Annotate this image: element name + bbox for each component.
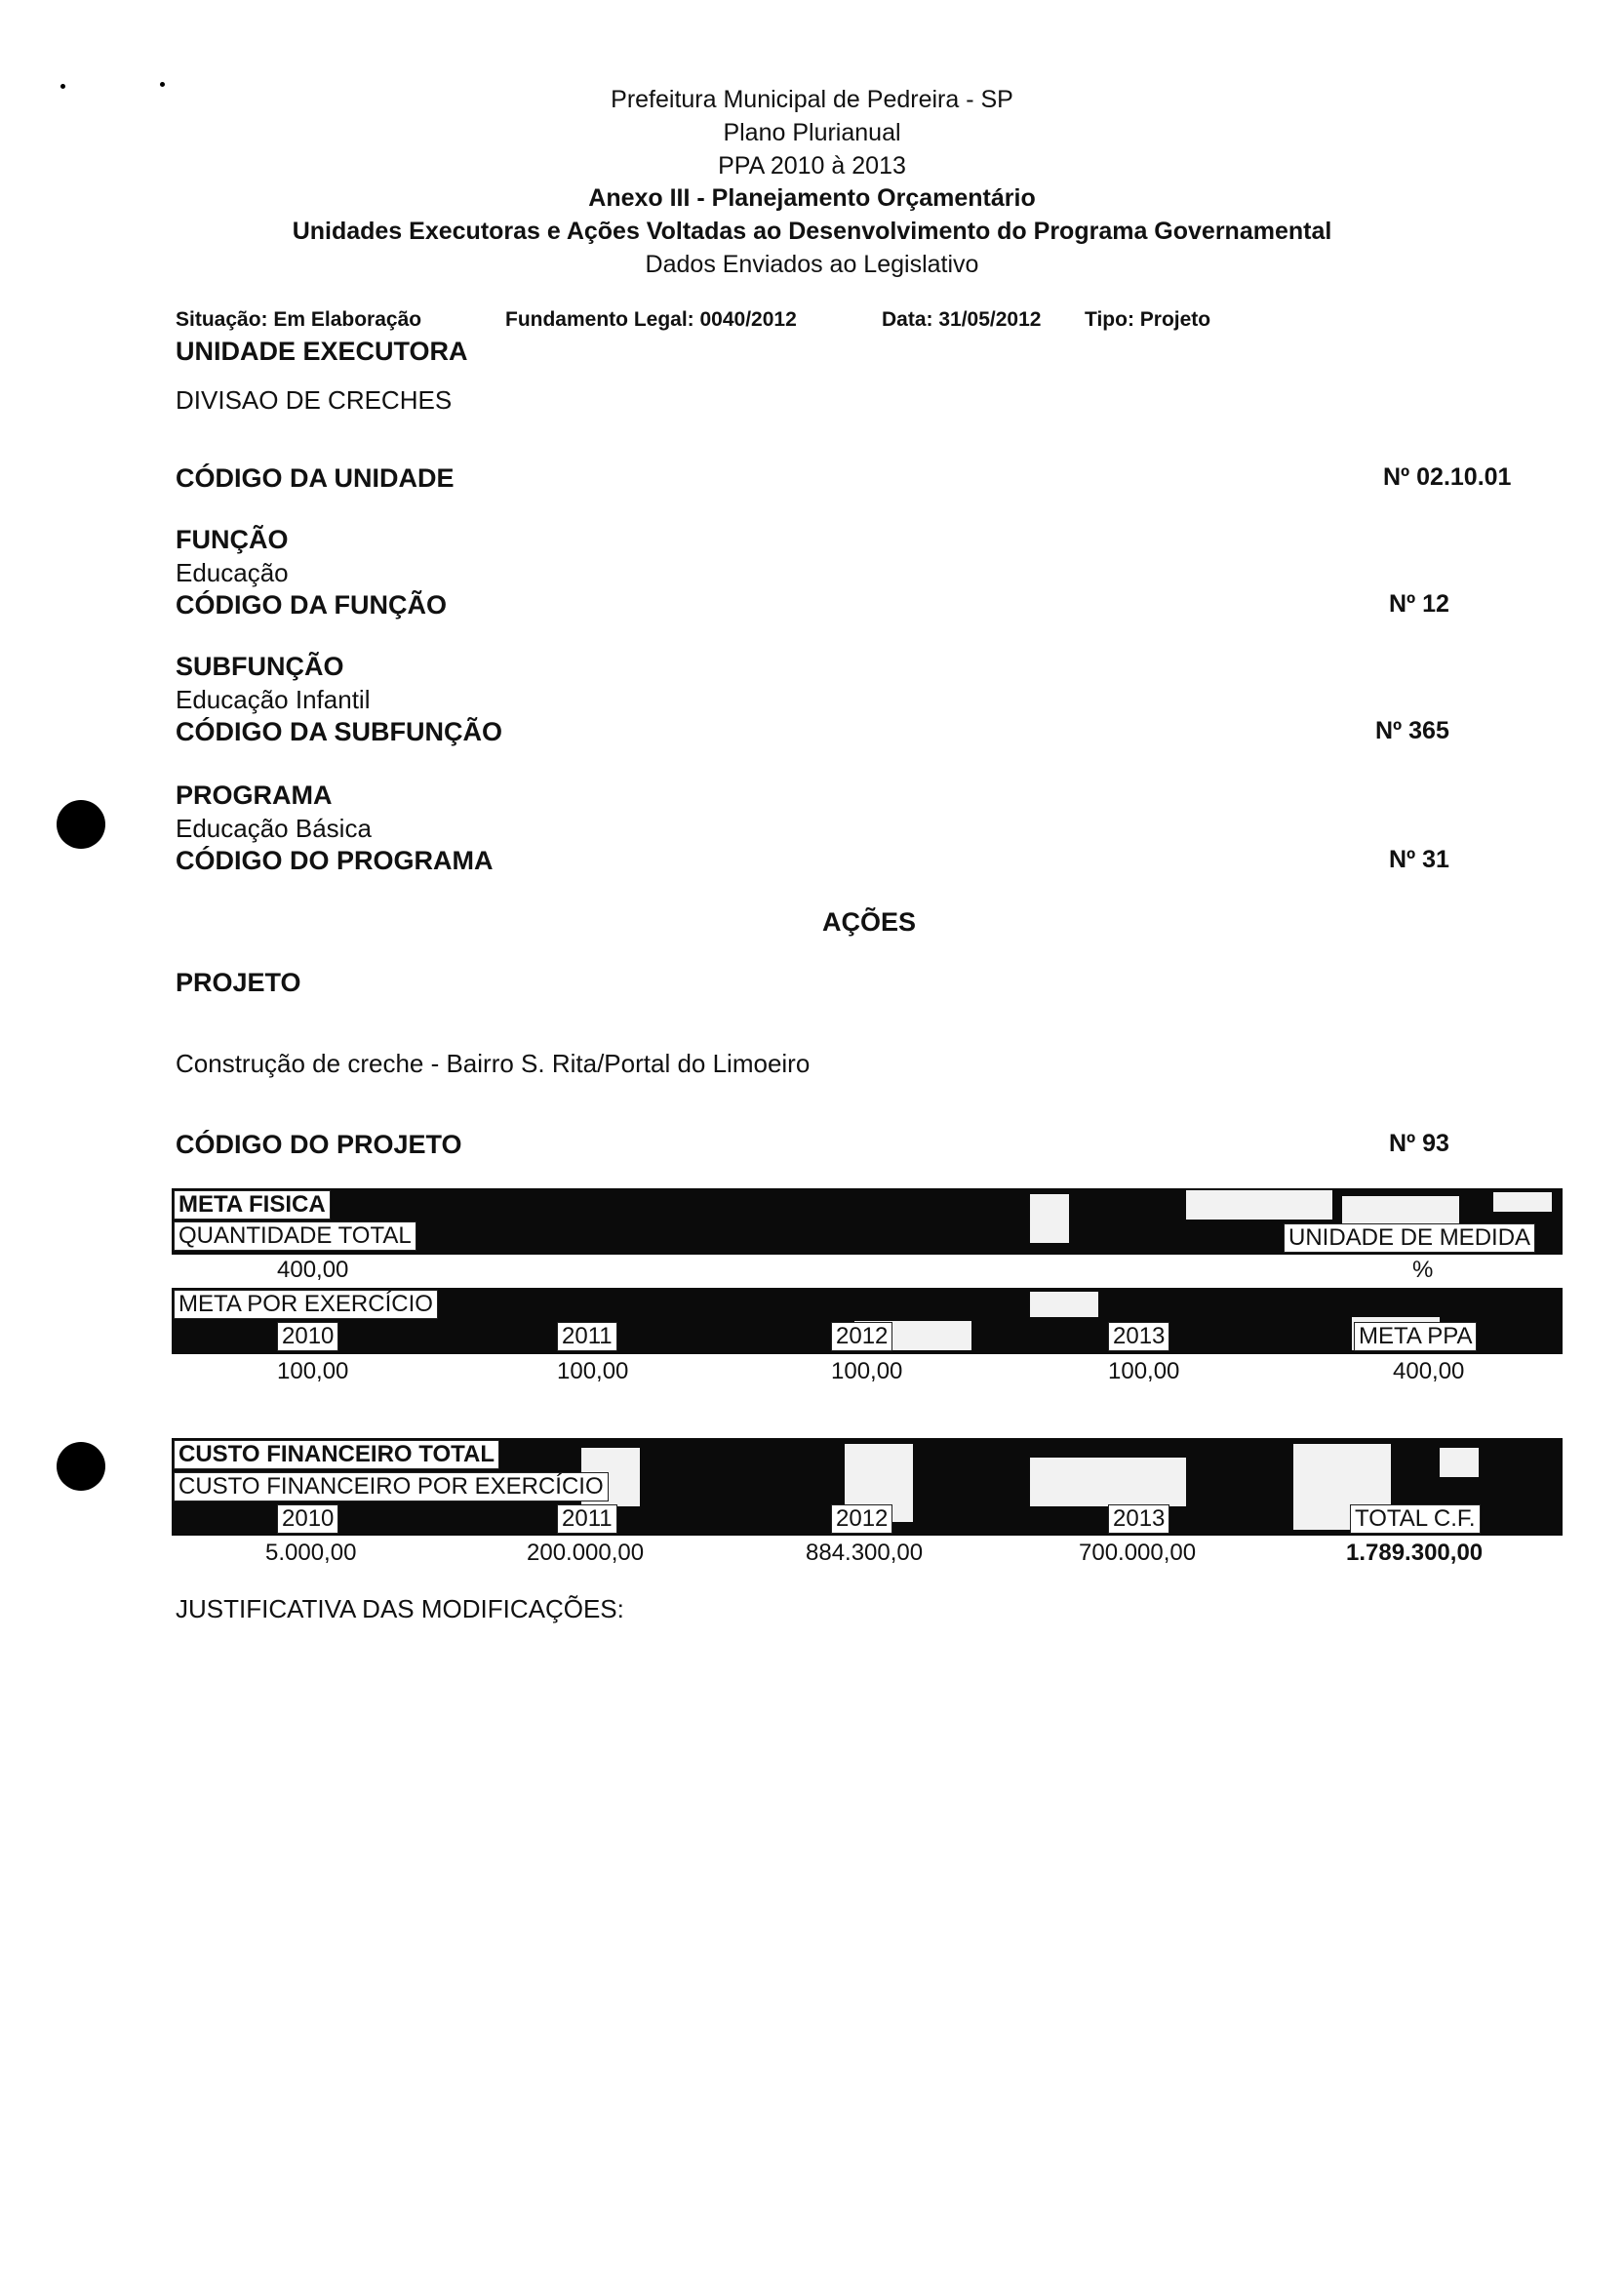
codigo-unidade-value: Nº 02.10.01 [1383, 463, 1512, 491]
subfuncao-label: SUBFUNÇÃO [176, 652, 344, 681]
codigo-projeto-value: Nº 93 [1389, 1130, 1449, 1157]
meta-tipo: Tipo: Projeto [1085, 308, 1211, 331]
header-note: Dados Enviados ao Legislativo [645, 251, 979, 278]
meta-fisica-title: META FISICA [174, 1190, 331, 1220]
custo-total-title: CUSTO FINANCEIRO TOTAL [174, 1440, 499, 1469]
programa-label: PROGRAMA [176, 780, 333, 810]
codigo-projeto-label: CÓDIGO DO PROJETO [176, 1130, 462, 1159]
custo-por-exercicio-label: CUSTO FINANCEIRO POR EXERCÍCIO [174, 1472, 609, 1501]
unidade-medida-label: UNIDADE DE MEDIDA [1284, 1223, 1535, 1253]
header-annex: Anexo III - Planejamento Orçamentário [588, 184, 1036, 212]
custo-year-2011: 2011 [557, 1504, 617, 1534]
custo-year-2010: 2010 [277, 1504, 338, 1534]
header-plan: Plano Plurianual [723, 119, 901, 146]
meta-year-2012: 2012 [831, 1322, 892, 1351]
meta-fundamento: Fundamento Legal: 0040/2012 [505, 308, 797, 331]
meta-ppa-value: 400,00 [1393, 1358, 1465, 1384]
meta-year-2013: 2013 [1108, 1322, 1169, 1351]
header-institution: Prefeitura Municipal de Pedreira - SP [611, 86, 1013, 113]
punch-hole-top [57, 800, 105, 849]
custo-year-2012: 2012 [831, 1504, 892, 1534]
programa-value: Educação Básica [176, 814, 372, 843]
codigo-programa-label: CÓDIGO DO PROGRAMA [176, 846, 494, 875]
custo-year-2013: 2013 [1108, 1504, 1169, 1534]
custo-value-2011: 200.000,00 [527, 1540, 645, 1566]
funcao-label: FUNÇÃO [176, 525, 289, 554]
custo-value-2010: 5.000,00 [265, 1540, 357, 1566]
projeto-label: PROJETO [176, 968, 301, 997]
justificativa-label: JUSTIFICATIVA DAS MODIFICAÇÕES: [176, 1594, 624, 1623]
meta-data: Data: 31/05/2012 [882, 308, 1042, 331]
unidade-medida-value: % [1412, 1257, 1434, 1283]
meta-value-2012: 100,00 [831, 1358, 903, 1384]
total-cf-value: 1.789.300,00 [1346, 1540, 1484, 1566]
unidade-value: DIVISAO DE CRECHES [176, 385, 453, 415]
header-period: PPA 2010 à 2013 [718, 152, 906, 180]
quantidade-total-value: 400,00 [277, 1257, 349, 1283]
funcao-value: Educação [176, 558, 289, 587]
meta-value-2010: 100,00 [277, 1358, 349, 1384]
header-subtitle: Unidades Executoras e Ações Voltadas ao Desenvolvimento do Programa Governamental [292, 218, 1332, 245]
meta-por-exercicio-label: META POR EXERCÍCIO [174, 1290, 438, 1319]
meta-ppa-label: META PPA [1354, 1322, 1477, 1351]
unidade-label: UNIDADE EXECUTORA [176, 337, 468, 366]
meta-value-2011: 100,00 [557, 1358, 629, 1384]
meta-year-2010: 2010 [277, 1322, 338, 1351]
codigo-funcao-value: Nº 12 [1389, 590, 1449, 618]
codigo-funcao-label: CÓDIGO DA FUNÇÃO [176, 590, 447, 620]
meta-situacao: Situação: Em Elaboração [176, 308, 422, 331]
codigo-unidade-label: CÓDIGO DA UNIDADE [176, 463, 455, 493]
projeto-value: Construção de creche - Bairro S. Rita/Portal do Limoeiro [176, 1049, 811, 1078]
subfuncao-value: Educação Infantil [176, 685, 371, 714]
custo-value-2013: 700.000,00 [1079, 1540, 1197, 1566]
meta-value-2013: 100,00 [1108, 1358, 1180, 1384]
codigo-programa-value: Nº 31 [1389, 846, 1449, 873]
codigo-subfuncao-label: CÓDIGO DA SUBFUNÇÃO [176, 717, 502, 746]
codigo-subfuncao-value: Nº 365 [1375, 717, 1449, 744]
acoes-title: AÇÕES [822, 907, 917, 937]
custo-value-2012: 884.300,00 [806, 1540, 924, 1566]
punch-hole-bottom [57, 1442, 105, 1491]
meta-year-2011: 2011 [557, 1322, 617, 1351]
total-cf-label: TOTAL C.F. [1350, 1504, 1481, 1534]
quantidade-total-label: QUANTIDADE TOTAL [174, 1221, 416, 1251]
